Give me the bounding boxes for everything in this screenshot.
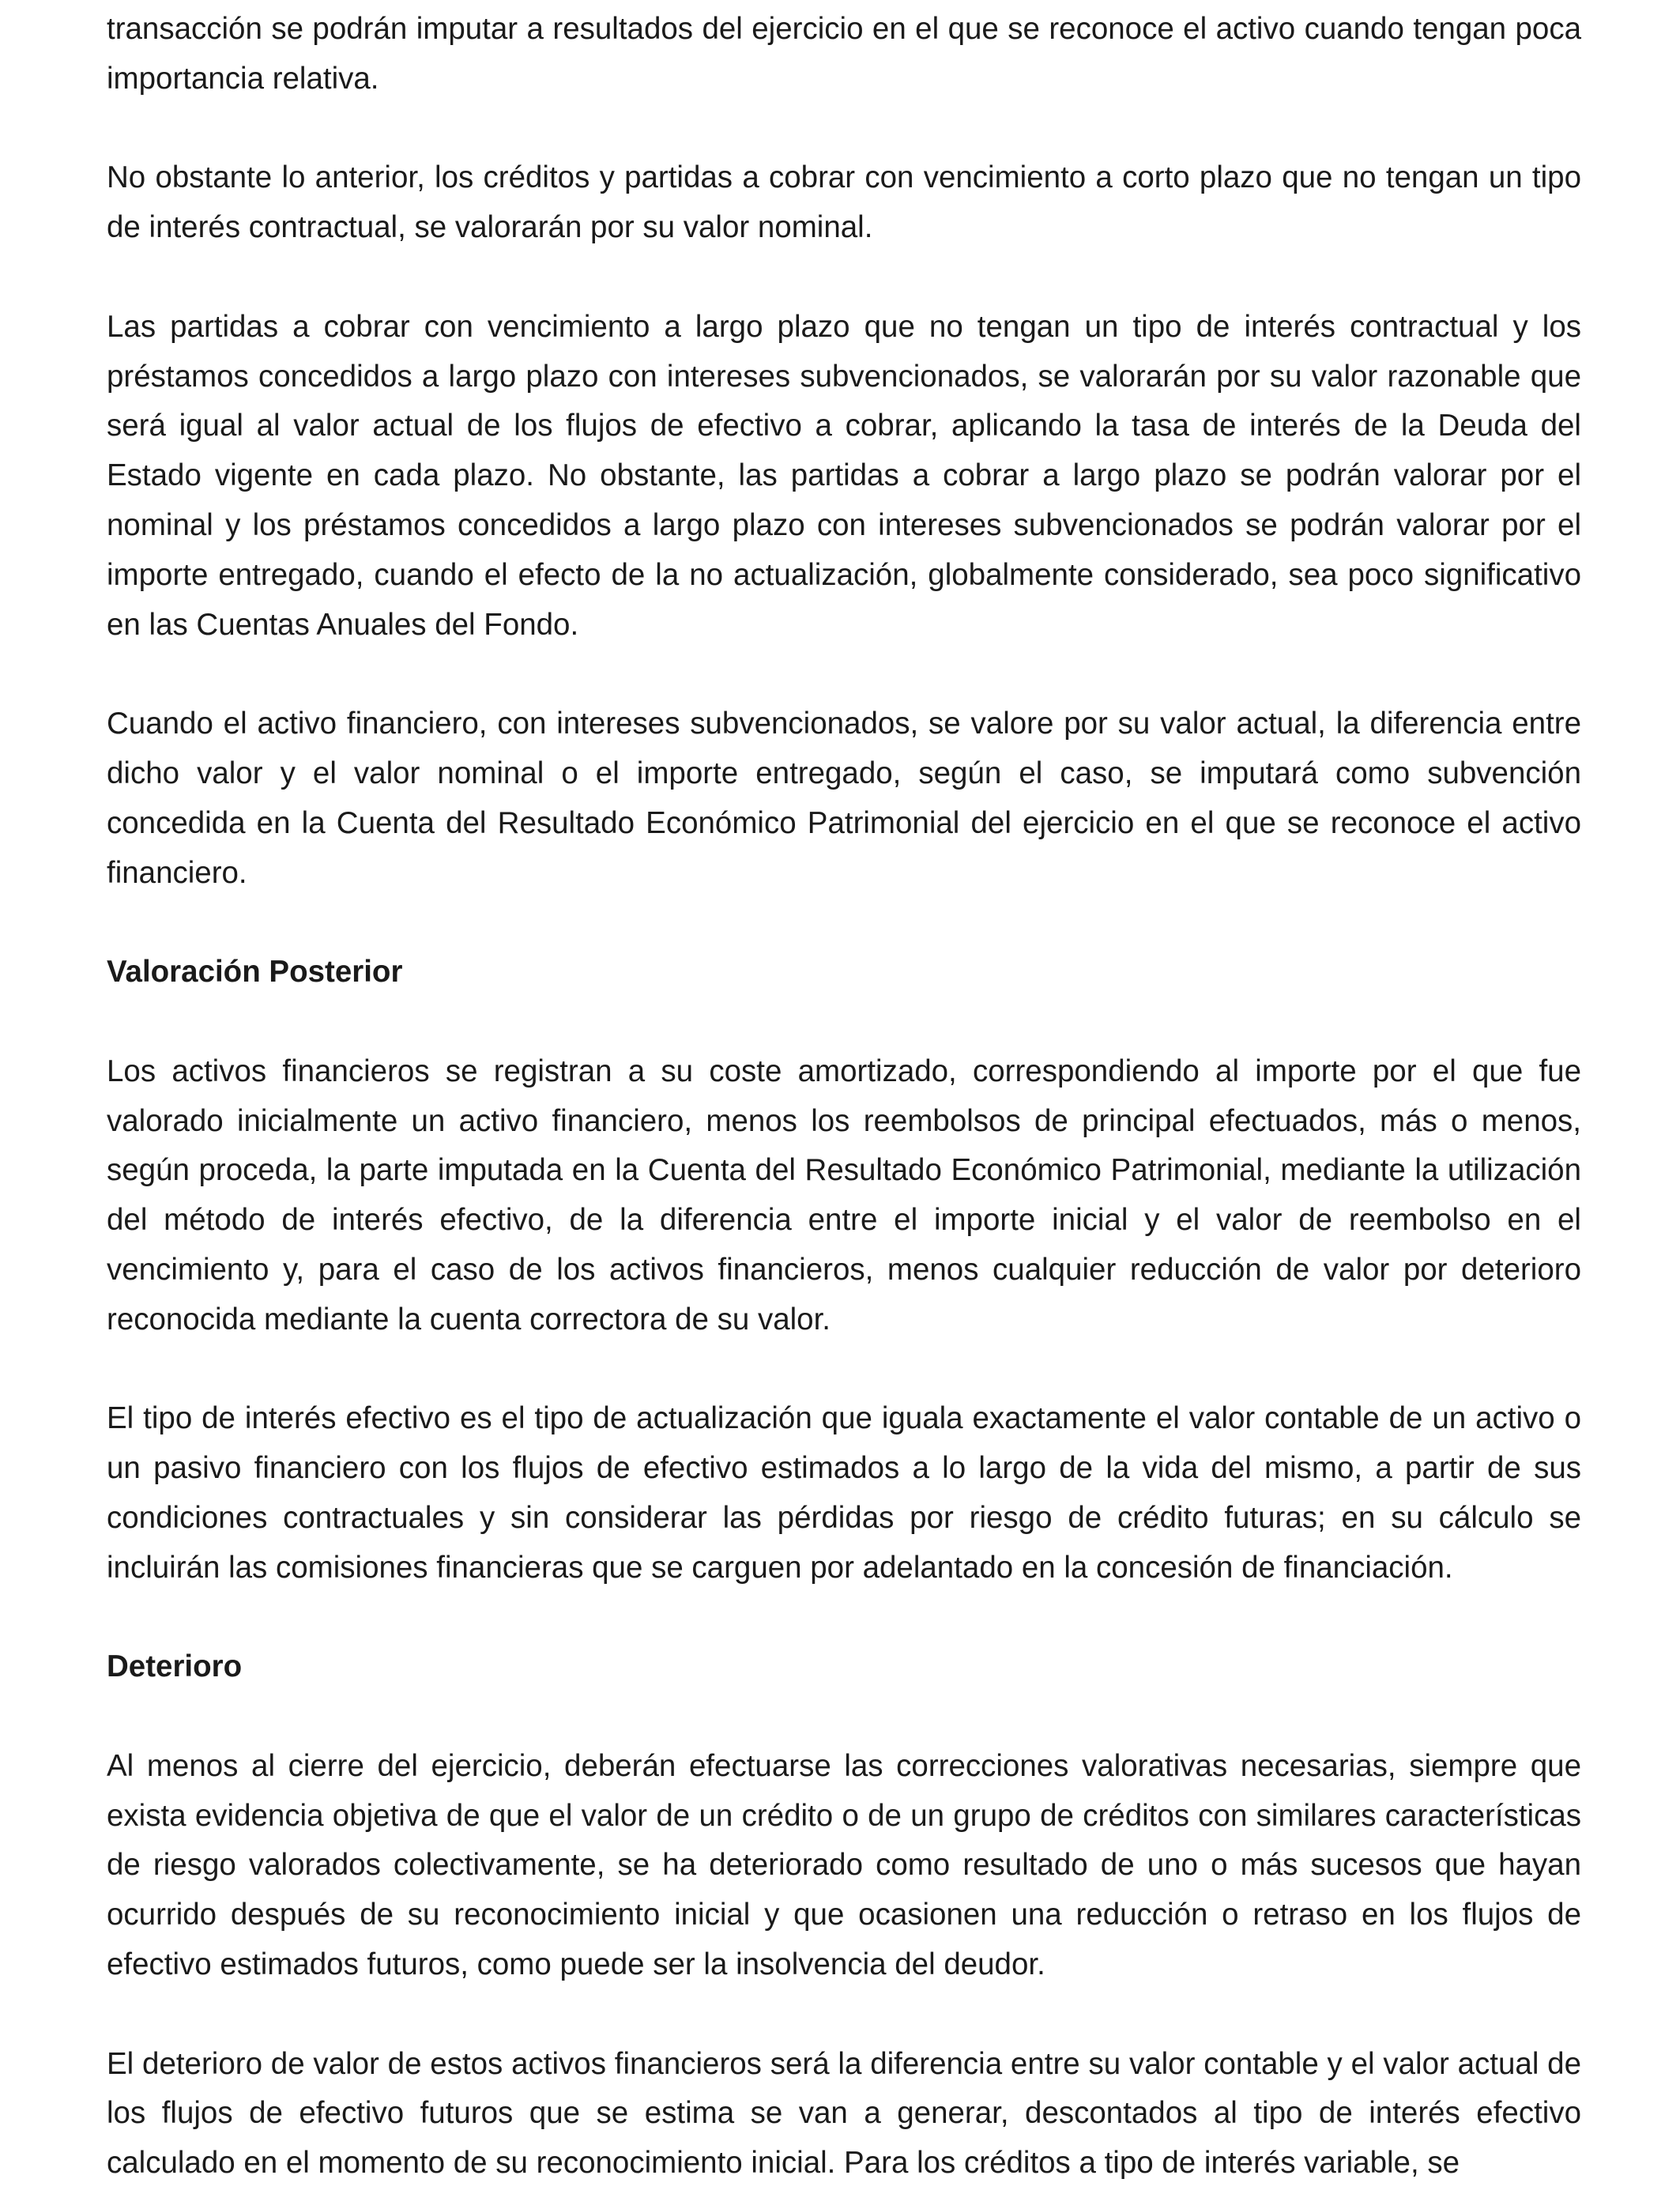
paragraph-intereses-subvencionados: Cuando el activo financiero, con intereses subvencionados, se valore por su valor actual, la diferencia entre dicho valor y el valor nominal o el importe entregado, según el caso, se imputará como subvención concedida en la Cuenta del Resultado Económico Patrimonial del ejercicio en el que se reconoce el activo financiero.	[107, 707, 1581, 890]
paragraph-deterioro-valor: El deterioro de valor de estos activos financieros será la diferencia entre su valor contable y el valor actual de los flujos de efectivo futuros que se estima se van a generar, descontados al tipo de interés efectivo calculado en el momento de su reconocimiento inicial. Para los créditos a tipo de interés variable, se	[107, 2046, 1581, 2181]
paragraph-interes-efectivo: El tipo de interés efectivo es el tipo de actualización que iguala exactamente el valor contable de un activo o un pasivo financiero con los flujos de efectivo estimados a lo largo de la vida del mismo, a partir de sus condiciones contractuales y sin considerar las pérdidas por riesgo de crédito futuras; en su cálculo se incluirán las comisiones financieras que se carguen por adelantado en la concesión de financiación.	[107, 1401, 1581, 1585]
paragraph-coste-amortizado: Los activos financieros se registran a su coste amortizado, correspondiendo al importe por el que fue valorado inicialmente un activo financiero, menos los reembolsos de principal efectuados, más o menos, según proceda, la parte imputada en la Cuenta del Resultado Económico Patrimonial, mediante la utilización del método de interés efectivo, de la diferencia entre el importe inicial y el valor de reembolso en el vencimiento y, para el caso de los activos financieros, menos cualquier reducción de valor por deterioro reconocida mediante la cuenta correctora de su valor.	[107, 1054, 1581, 1336]
document-page	[107, 5, 1581, 2188]
heading-deterioro: Deterioro	[107, 1649, 243, 1684]
paragraph-correcciones-valorativas: Al menos al cierre del ejercicio, deberán efectuarse las correcciones valorativas necesarias, siempre que exista evidencia objetiva de que el valor de un crédito o de un grupo de créditos con similares características de riesgo valorados colectivamente, se ha deteriorado como resultado de uno o más sucesos que hayan ocurrido después de su reconocimiento inicial y que ocasionen una reducción o retraso en los flujos de efectivo estimados futuros, como puede ser la insolvencia del deudor.	[107, 1748, 1581, 1982]
paragraph-imputacion: transacción se podrán imputar a resultados del ejercicio en el que se reconoce el activo cuando tengan poca importancia relativa.	[107, 12, 1581, 96]
heading-valoracion-posterior: Valoración Posterior	[107, 955, 403, 990]
paragraph-largo-plazo: Las partidas a cobrar con vencimiento a largo plazo que no tengan un tipo de interés contractual y los préstamos concedidos a largo plazo con intereses subvencionados, se valorarán por su valor razonable que será igual al valor actual de los flujos de efectivo a cobrar, aplicando la tasa de interés de la Deuda del Estado vigente en cada plazo. No obstante, las partidas a cobrar a largo plazo se podrán valorar por el nominal y los préstamos concedidos a largo plazo con intereses subvencionados se podrán valorar por el importe entregado, cuando el efecto de la no actualización, globalmente considerado, sea poco significativo en las Cuentas Anuales del Fondo.	[107, 309, 1581, 642]
paragraph-corto-plazo: No obstante lo anterior, los créditos y partidas a cobrar con vencimiento a corto plazo que no tengan un tipo de interés contractual, se valorarán por su valor nominal.	[107, 160, 1581, 245]
